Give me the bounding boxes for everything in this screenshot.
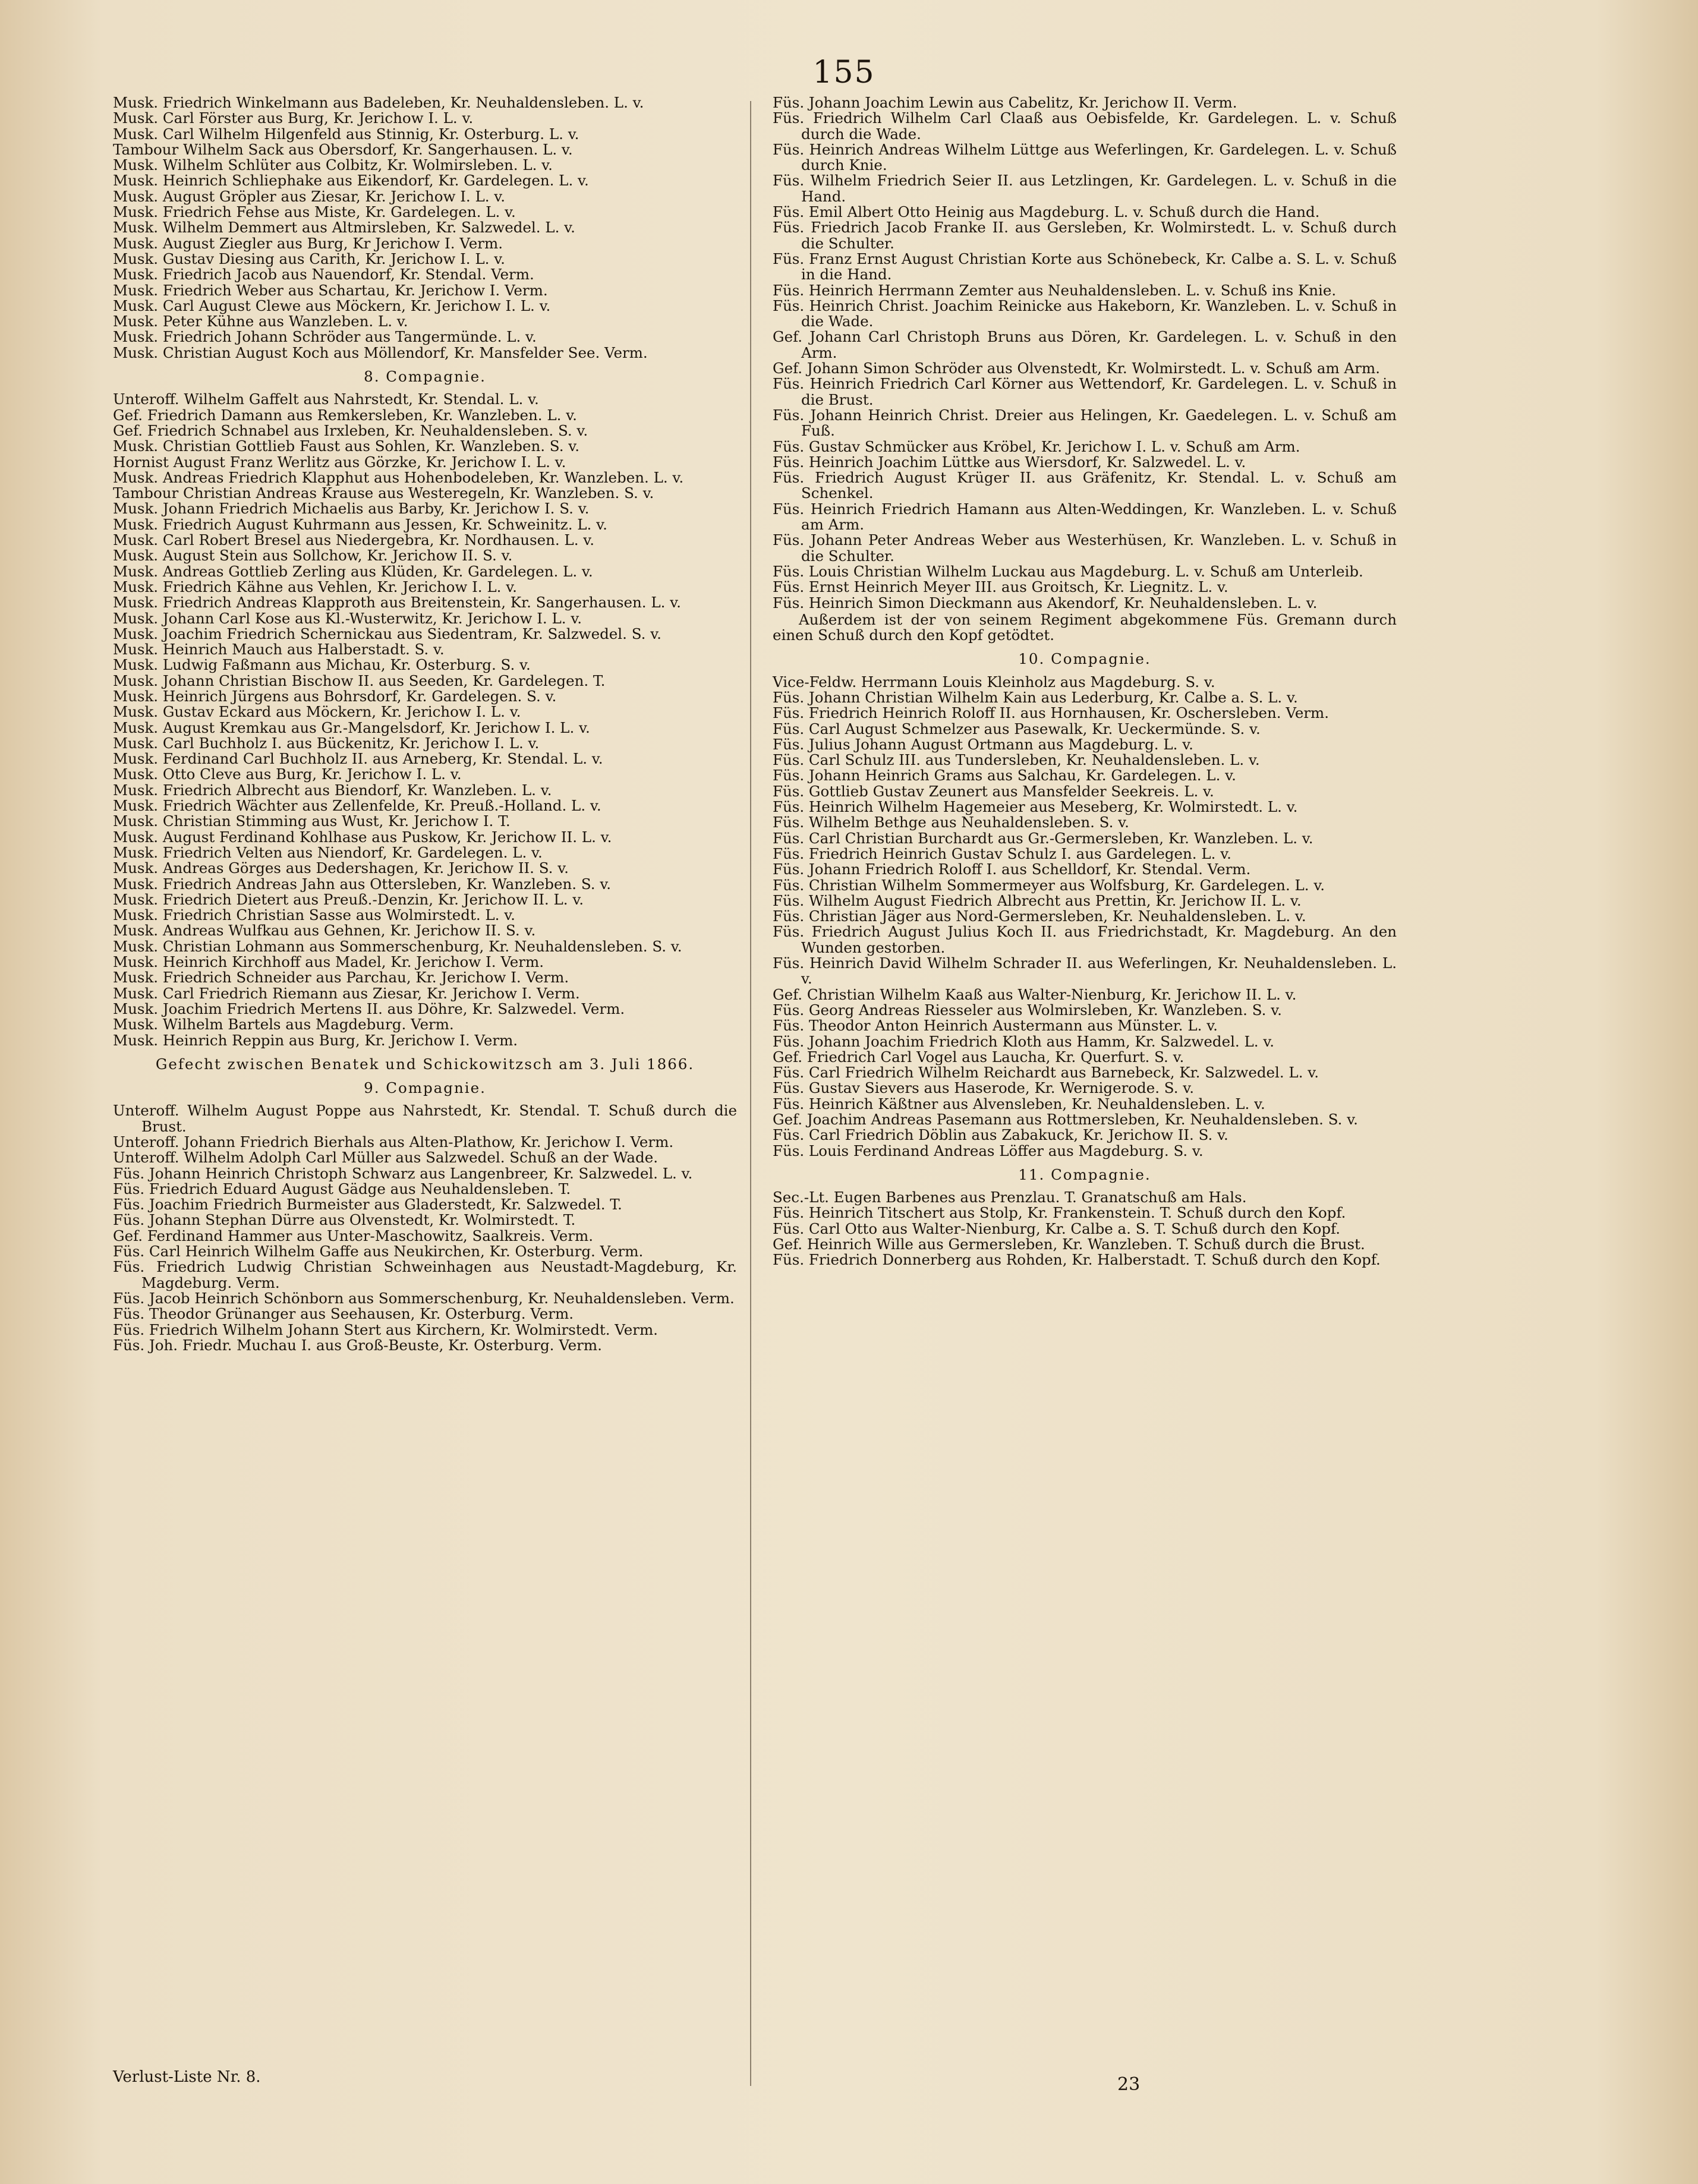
casualty-entry: Musk. August Kremkau aus Gr.-Mangelsdorf, Kr. Jerichow I. L. v. <box>113 718 590 736</box>
casualty-entry: Musk. Joachim Friedrich Mertens II. aus Döhre, Kr. Salzwedel. Verm. <box>113 1000 625 1017</box>
section-heading: 11. Compagnie. <box>1018 1165 1151 1183</box>
casualty-entry: Füs. Julius Johann August Ortmann aus Magdeburg. L. v. <box>773 735 1193 753</box>
casualty-entry: Füs. Friedrich Wilhelm Carl Claaß aus Oebisfelde, Kr. Gardelegen. L. v. Schuß durch die Wade. <box>773 109 1397 143</box>
casualty-entry: Musk. Friedrich Johann Schröder aus Tangermünde. L. v. <box>113 328 537 346</box>
casualty-entry: Musk. Carl Förster aus Burg, Kr. Jerichow I. L. v. <box>113 109 474 127</box>
casualty-entry: Füs. Louis Christian Wilhelm Luckau aus Magdeburg. L. v. Schuß am Unterleib. <box>773 562 1363 580</box>
casualty-entry: Füs. Johann Stephan Dürre aus Olvenstedt, Kr. Wolmirstedt. T. <box>113 1211 576 1229</box>
casualty-entry: Musk. Christian Lohmann aus Sommerschenburg, Kr. Neuhaldensleben. S. v. <box>113 937 682 955</box>
casualty-entry: Füs. Heinrich Andreas Wilhelm Lüttge aus Weferlingen, Kr. Gardelegen. L. v. Schuß durch Knie. <box>773 140 1397 174</box>
casualty-entry: Gef. Joachim Andreas Pasemann aus Rottmersleben, Kr. Neuhaldensleben. S. v. <box>773 1111 1358 1128</box>
casualty-entry: Musk. Carl Wilhelm Hilgenfeld aus Stinnig, Kr. Osterburg. L. v. <box>113 125 579 143</box>
casualty-entry: Musk. Wilhelm Bartels aus Magdeburg. Verm. <box>113 1016 454 1033</box>
casualty-entry: Hornist August Franz Werlitz aus Görzke, Kr. Jerichow I. L. v. <box>113 453 566 471</box>
casualty-entry: Füs. Friedrich Eduard August Gädge aus Neuhaldensleben. T. <box>113 1180 571 1197</box>
casualty-entry: Musk. Johann Carl Kose aus Kl.-Wusterwitz, Kr. Jerichow I. L. v. <box>113 609 582 627</box>
casualty-entry: Musk. Friedrich August Kuhrmann aus Jessen, Kr. Schweinitz. L. v. <box>113 515 607 533</box>
casualty-entry: Füs. Ernst Heinrich Meyer III. aus Groitsch, Kr. Liegnitz. L. v. <box>773 578 1228 596</box>
casualty-entry: Unteroff. Johann Friedrich Bierhals aus Alten-Plathow, Kr. Jerichow I. Verm. <box>113 1133 674 1151</box>
casualty-entry: Musk. August Gröpler aus Ziesar, Kr. Jerichow I. L. v. <box>113 187 506 205</box>
casualty-entry: Füs. Heinrich Wilhelm Hagemeier aus Meseberg, Kr. Wolmirstedt. L. v. <box>773 798 1298 816</box>
casualty-entry: Musk. Christian Stimming aus Wust, Kr. Jerichow I. T. <box>113 812 511 830</box>
casualty-entry: Füs. Heinrich Friedrich Carl Körner aus Wettendorf, Kr. Gardelegen. L. v. Schuß in die Brust. <box>773 375 1397 408</box>
casualty-entry: Musk. Friedrich Fehse aus Miste, Kr. Gardelegen. L. v. <box>113 203 516 221</box>
casualty-entry: Musk. Friedrich Winkelmann aus Badeleben, Kr. Neuhaldensleben. L. v. <box>113 94 644 111</box>
casualty-entry: Musk. August Stein aus Sollchow, Kr. Jerichow II. S. v. <box>113 547 513 565</box>
casualty-entry: Musk. Heinrich Kirchhoff aus Madel, Kr. Jerichow I. Verm. <box>113 953 544 971</box>
casualty-entry: Musk. Christian Gottlieb Faust aus Sohlen, Kr. Wanzleben. S. v. <box>113 437 580 455</box>
casualty-entry: Musk. Heinrich Jürgens aus Bohrsdorf, Kr. Gardelegen. S. v. <box>113 687 557 705</box>
page-number: 155 <box>812 55 875 90</box>
casualty-entry: Füs. Christian Jäger aus Nord-Germersleben, Kr. Neuhaldensleben. L. v. <box>773 907 1306 925</box>
casualty-entry: Füs. Johann Christian Wilhelm Kain aus Lederburg, Kr. Calbe a. S. L. v. <box>773 688 1298 706</box>
casualty-entry: Füs. Georg Andreas Riesseler aus Wolmirsleben, Kr. Wanzleben. S. v. <box>773 1001 1282 1019</box>
casualty-entry: Gef. Heinrich Wille aus Germersleben, Kr. Wanzleben. T. Schuß durch die Brust. <box>773 1236 1365 1253</box>
casualty-entry: Füs. Wilhelm Friedrich Seier II. aus Letzlingen, Kr. Gardelegen. L. v. Schuß in die Hand. <box>773 172 1397 205</box>
casualty-entry: Füs. Carl August Schmelzer aus Pasewalk, Kr. Ueckermünde. S. v. <box>773 720 1261 738</box>
casualty-entry: Musk. Peter Kühne aus Wanzleben. L. v. <box>113 313 408 330</box>
casualty-entry: Musk. Gustav Eckard aus Möckern, Kr. Jerichow I. L. v. <box>113 703 521 721</box>
casualty-entry: Füs. Gottlieb Gustav Zeunert aus Mansfelder Seekreis. L. v. <box>773 782 1214 800</box>
casualty-entry: Musk. Friedrich Andreas Klapproth aus Breitenstein, Kr. Sangerhausen. L. v. <box>113 594 681 612</box>
casualty-entry: Musk. Friedrich Weber aus Schartau, Kr. Jerichow I. Verm. <box>113 281 548 299</box>
casualty-entry: Füs. Johann Heinrich Christ. Dreier aus Helingen, Kr. Gaedelegen. L. v. Schuß am Fuß. <box>773 406 1397 440</box>
casualty-entry: Füs. Jacob Heinrich Schönborn aus Sommerschenburg, Kr. Neuhaldensleben. Verm. <box>113 1289 735 1307</box>
casualty-entry: Musk. Johann Christian Bischow II. aus Seeden, Kr. Gardelegen. T. <box>113 672 606 689</box>
casualty-entry: Musk. Otto Cleve aus Burg, Kr. Jerichow I. L. v. <box>113 765 462 783</box>
casualty-entry: Füs. Heinrich Simon Dieckmann aus Akendorf, Kr. Neuhaldensleben. L. v. <box>773 594 1318 612</box>
casualty-entry: Füs. Johann Heinrich Christoph Schwarz aus Langenbreer, Kr. Salzwedel. L. v. <box>113 1164 693 1182</box>
casualty-entry: Füs. Friedrich Wilhelm Johann Stert aus Kirchern, Kr. Wolmirstedt. Verm. <box>113 1321 658 1338</box>
left-column <box>113 95 737 1353</box>
casualty-entry: Musk. Ludwig Faßmann aus Michau, Kr. Osterburg. S. v. <box>113 656 531 674</box>
casualty-entry: Unteroff. Wilhelm Gaffelt aus Nahrstedt, Kr. Stendal. L. v. <box>113 390 539 408</box>
section-note: Außerdem ist der von seinem Regiment abgekommene Füs. Gremann durch einen Schuß durch den Kopf getödtet. <box>773 610 1397 644</box>
casualty-entry: Gef. Johann Carl Christoph Bruns aus Dören, Kr. Gardelegen. L. v. Schuß in den Arm. <box>773 328 1397 361</box>
casualty-entry: Füs. Carl Friedrich Wilhelm Reichardt aus Barnebeck, Kr. Salzwedel. L. v. <box>773 1064 1319 1082</box>
casualty-entry: Füs. Carl Schulz III. aus Tundersleben, Kr. Neuhaldensleben. L. v. <box>773 751 1260 769</box>
casualty-entry: Musk. Christian August Koch aus Möllendorf, Kr. Mansfelder See. Verm. <box>113 343 648 361</box>
casualty-entry: Musk. Andreas Gottlieb Zerling aus Klüden, Kr. Gardelegen. L. v. <box>113 562 593 580</box>
casualty-entry: Füs. Wilhelm August Fiedrich Albrecht aus Prettin, Kr. Jerichow II. L. v. <box>773 891 1302 909</box>
casualty-entry: Musk. Joachim Friedrich Schernickau aus Siedentram, Kr. Salzwedel. S. v. <box>113 625 661 642</box>
casualty-entry: Unteroff. Wilhelm Adolph Carl Müller aus Salzwedel. Schuß an der Wade. <box>113 1149 658 1167</box>
casualty-entry: Musk. Friedrich Andreas Jahn aus Ottersleben, Kr. Wanzleben. S. v. <box>113 875 612 893</box>
casualty-entry: Füs. Friedrich Heinrich Roloff II. aus Hornhausen, Kr. Oschersleben. Verm. <box>773 704 1330 722</box>
casualty-entry: Musk. Friedrich Kähne aus Vehlen, Kr. Jerichow I. L. v. <box>113 578 517 595</box>
casualty-entry: Füs. Emil Albert Otto Heinig aus Magdeburg. L. v. Schuß durch die Hand. <box>773 203 1320 221</box>
casualty-entry: Füs. Heinrich Titschert aus Stolp, Kr. Frankenstein. T. Schuß durch den Kopf. <box>773 1204 1346 1222</box>
casualty-entry: Gef. Johann Simon Schröder aus Olvenstedt, Kr. Wolmirstedt. L. v. Schuß am Arm. <box>773 360 1380 377</box>
casualty-entry: Füs. Carl Heinrich Wilhelm Gaffe aus Neukirchen, Kr. Osterburg. Verm. <box>113 1243 644 1260</box>
casualty-entry: Unteroff. Wilhelm August Poppe aus Nahrstedt, Kr. Stendal. T. Schuß durch die Brust. <box>113 1102 737 1135</box>
casualty-entry: Füs. Johann Peter Andreas Weber aus Westerhüsen, Kr. Wanzleben. L. v. Schuß in die Schulter. <box>773 531 1397 565</box>
casualty-entry: Musk. Heinrich Mauch aus Halberstadt. S. v. <box>113 641 445 658</box>
casualty-entry: Gef. Friedrich Schnabel aus Irxleben, Kr. Neuhaldensleben. S. v. <box>113 421 588 439</box>
section-heading: Gefecht zwischen Benatek und Schickowitzsch am 3. Juli 1866. <box>155 1055 695 1073</box>
casualty-entry: Musk. Friedrich Dietert aus Preuß.-Denzin, Kr. Jerichow II. L. v. <box>113 890 584 908</box>
casualty-entry: Füs. Friedrich Jacob Franke II. aus Gersleben, Kr. Wolmirstedt. L. v. Schuß durch die Schulter. <box>773 219 1397 252</box>
casualty-entry: Füs. Carl Friedrich Döblin aus Zabakuck, Kr. Jerichow II. S. v. <box>773 1126 1228 1144</box>
casualty-entry: Musk. Andreas Friedrich Klapphut aus Hohenbodeleben, Kr. Wanzleben. L. v. <box>113 468 684 486</box>
footer-list-label: Verlust-Liste Nr. 8. <box>113 2068 261 2086</box>
casualty-entry: Füs. Friedrich August Krüger II. aus Gräfenitz, Kr. Stendal. L. v. Schuß am Schenkel. <box>773 469 1397 502</box>
section-heading: 9. Compagnie. <box>364 1079 486 1097</box>
casualty-entry: Gef. Friedrich Carl Vogel aus Laucha, Kr. Querfurt. S. v. <box>773 1048 1184 1066</box>
casualty-entry: Musk. Friedrich Velten aus Niendorf, Kr. Gardelegen. L. v. <box>113 843 543 861</box>
casualty-entry: Füs. Carl Otto aus Walter-Nienburg, Kr. Calbe a. S. T. Schuß durch den Kopf. <box>773 1219 1341 1237</box>
casualty-entry: Musk. Andreas Görges aus Dedershagen, Kr. Jerichow II. S. v. <box>113 859 569 877</box>
casualty-entry: Musk. August Ziegler aus Burg, Kr Jerichow I. Verm. <box>113 234 503 252</box>
casualty-entry: Füs. Johann Friedrich Roloff I. aus Schelldorf, Kr. Stendal. Verm. <box>773 861 1251 878</box>
casualty-entry: Musk. Friedrich Christian Sasse aus Wolmirstedt. L. v. <box>113 906 515 924</box>
casualty-entry: Füs. Heinrich Christ. Joachim Reinicke aus Hakeborn, Kr. Wanzleben. L. v. Schuß in die Wade. <box>773 297 1397 330</box>
casualty-entry: Musk. Carl Friedrich Riemann aus Ziesar, Kr. Jerichow I. Verm. <box>113 984 580 1002</box>
casualty-entry: Musk. August Ferdinand Kohlhase aus Puskow, Kr. Jerichow II. L. v. <box>113 828 612 846</box>
casualty-entry: Füs. Johann Joachim Lewin aus Cabelitz, Kr. Jerichow II. Verm. <box>773 94 1237 111</box>
casualty-entry: Gef. Friedrich Damann aus Remkersleben, Kr. Wanzleben. L. v. <box>113 406 577 424</box>
casualty-entry: Füs. Johann Joachim Friedrich Kloth aus Hamm, Kr. Salzwedel. L. v. <box>773 1032 1275 1050</box>
casualty-entry: Musk. Carl Robert Bresel aus Niedergebra, Kr. Nordhausen. L. v. <box>113 531 594 549</box>
casualty-entry: Musk. Friedrich Jacob aus Nauendorf, Kr. Stendal. Verm. <box>113 266 534 283</box>
casualty-entry: Füs. Friedrich Heinrich Gustav Schulz I. aus Gardelegen. L. v. <box>773 844 1231 862</box>
right-column <box>773 95 1397 1268</box>
casualty-entry: Füs. Friedrich August Julius Koch II. aus Friedrichstadt, Kr. Magdeburg. An den Wunden gestorben. <box>773 923 1397 956</box>
casualty-entry: Musk. Friedrich Albrecht aus Biendorf, Kr. Wanzleben. L. v. <box>113 781 552 799</box>
casualty-entry: Füs. Carl Christian Burchardt aus Gr.-Germersleben, Kr. Wanzleben. L. v. <box>773 829 1313 847</box>
casualty-entry: Musk. Heinrich Schliephake aus Eikendorf, Kr. Gardelegen. L. v. <box>113 172 589 190</box>
casualty-entry: Musk. Andreas Wulfkau aus Gehnen, Kr. Jerichow II. S. v. <box>113 922 536 940</box>
casualty-entry: Musk. Wilhelm Demmert aus Altmirsleben, Kr. Salzwedel. L. v. <box>113 219 575 237</box>
casualty-entry: Musk. Ferdinand Carl Buchholz II. aus Arneberg, Kr. Stendal. L. v. <box>113 750 603 768</box>
casualty-entry: Musk. Friedrich Schneider aus Parchau, Kr. Jerichow I. Verm. <box>113 969 569 987</box>
casualty-entry: Musk. Wilhelm Schlüter aus Colbitz, Kr. Wolmirsleben. L. v. <box>113 156 553 174</box>
casualty-entry: Tambour Christian Andreas Krause aus Westeregeln, Kr. Wanzleben. S. v. <box>113 484 654 502</box>
casualty-entry: Füs. Theodor Anton Heinrich Austermann aus Münster. L. v. <box>773 1017 1218 1035</box>
casualty-entry: Gef. Christian Wilhelm Kaaß aus Walter-Nienburg, Kr. Jerichow II. L. v. <box>773 985 1297 1003</box>
casualty-entry: Vice-Feldw. Herrmann Louis Kleinholz aus Magdeburg. S. v. <box>773 673 1215 691</box>
casualty-entry: Sec.-Lt. Eugen Barbenes aus Prenzlau. T. Granatschuß am Hals. <box>773 1189 1247 1206</box>
casualty-entry: Füs. Gustav Sievers aus Haserode, Kr. Wernigerode. S. v. <box>773 1079 1194 1097</box>
casualty-entry: Tambour Wilhelm Sack aus Obersdorf, Kr. Sangerhausen. L. v. <box>113 140 573 158</box>
casualty-entry: Füs. Gustav Schmücker aus Kröbel, Kr. Jerichow I. L. v. Schuß am Arm. <box>773 437 1300 455</box>
casualty-entry: Füs. Heinrich David Wilhelm Schrader II. aus Weferlingen, Kr. Neuhaldensleben. L. v. <box>773 954 1397 988</box>
casualty-entry: Füs. Franz Ernst August Christian Korte aus Schönebeck, Kr. Calbe a. S. L. v. Schuß in die Hand. <box>773 250 1397 283</box>
casualty-entry: Füs. Heinrich Joachim Lüttke aus Wiersdorf, Kr. Salzwedel. L. v. <box>773 453 1246 471</box>
casualty-entry: Musk. Johann Friedrich Michaelis aus Barby, Kr. Jerichow I. S. v. <box>113 500 590 518</box>
section-heading: 8. Compagnie. <box>364 368 486 386</box>
casualty-entry: Musk. Friedrich Wächter aus Zellenfelde, Kr. Preuß.-Holland. L. v. <box>113 797 601 815</box>
casualty-entry: Füs. Louis Ferdinand Andreas Löffer aus Magdeburg. S. v. <box>773 1142 1204 1159</box>
casualty-entry: Füs. Heinrich Käßtner aus Alvensleben, Kr. Neuhaldensleben. L. v. <box>773 1095 1265 1113</box>
casualty-entry: Musk. Heinrich Reppin aus Burg, Kr. Jerichow I. Verm. <box>113 1031 518 1049</box>
section-heading: 10. Compagnie. <box>1018 650 1151 668</box>
casualty-entry: Füs. Heinrich Herrmann Zemter aus Neuhaldensleben. L. v. Schuß ins Knie. <box>773 281 1337 299</box>
casualty-entry: Füs. Friedrich Ludwig Christian Schweinhagen aus Neustadt-Magdeburg, Kr. Magdeburg. Verm. <box>113 1258 737 1291</box>
casualty-entry: Füs. Joh. Friedr. Muchau I. aus Groß-Beuste, Kr. Osterburg. Verm. <box>113 1336 602 1354</box>
casualty-entry: Musk. Gustav Diesing aus Carith, Kr. Jerichow I. L. v. <box>113 250 505 267</box>
casualty-entry: Füs. Heinrich Friedrich Hamann aus Alten-Weddingen, Kr. Wanzleben. L. v. Schuß am Arm. <box>773 500 1397 534</box>
casualty-entry: Füs. Johann Heinrich Grams aus Salchau, Kr. Gardelegen. L. v. <box>773 767 1236 784</box>
casualty-entry: Füs. Christian Wilhelm Sommermeyer aus Wolfsburg, Kr. Gardelegen. L. v. <box>773 876 1325 894</box>
casualty-entry: Musk. Carl Buchholz I. aus Bückenitz, Kr. Jerichow I. L. v. <box>113 734 540 752</box>
casualty-entry: Füs. Wilhelm Bethge aus Neuhaldensleben. S. v. <box>773 814 1129 831</box>
footer-sheet-number: 23 <box>1117 2074 1141 2095</box>
casualty-entry: Gef. Ferdinand Hammer aus Unter-Maschowitz, Saalkreis. Verm. <box>113 1227 594 1244</box>
casualty-entry: Füs. Theodor Grünanger aus Seehausen, Kr. Osterburg. Verm. <box>113 1305 574 1323</box>
casualty-entry: Füs. Joachim Friedrich Burmeister aus Gladerstedt, Kr. Salzwedel. T. <box>113 1196 622 1214</box>
casualty-entry: Füs. Friedrich Donnerberg aus Rohden, Kr. Halberstadt. T. Schuß durch den Kopf. <box>773 1251 1381 1269</box>
casualty-entry: Musk. Carl August Clewe aus Möckern, Kr. Jerichow I. L. v. <box>113 297 551 314</box>
column-divider <box>750 101 751 2086</box>
